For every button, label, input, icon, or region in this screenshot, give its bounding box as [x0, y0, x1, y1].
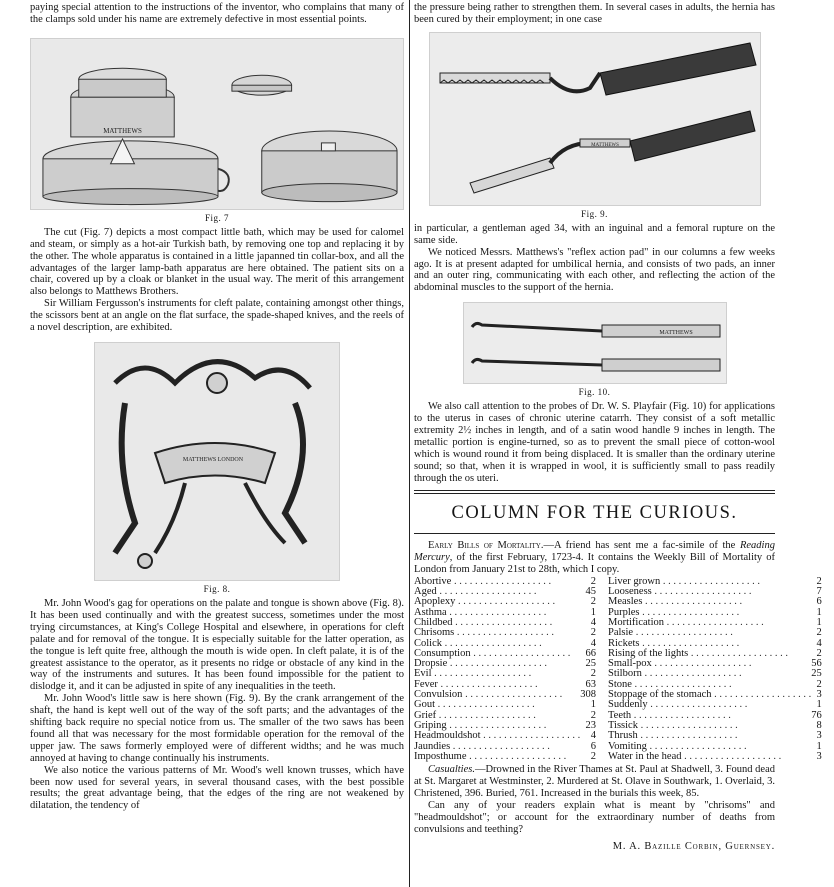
casualties-text: —Drowned in the River Thames at St. Paul at Shadwell, 3. Found dead at St. Margaret at Westminster, 2. Murdered at St. Olave in Southwark, 1. Overlaid, 3. Christened, 396. Buried, 761. Increased in the burials this week, 85. [414, 764, 775, 799]
mortality-cause: Convulsion . . . [414, 689, 562, 700]
mortality-count: 6 [816, 596, 822, 608]
mortality-cause: Consumption . . . [414, 648, 570, 659]
mortality-count: 1 [816, 740, 822, 752]
mortality-cause-cell [608, 752, 811, 762]
mortality-cause: Gout . . . [414, 699, 535, 710]
mortality-count: 25 [811, 668, 822, 680]
mortality-cause: Teeth . . . [608, 710, 731, 721]
mortality-count: 2 [590, 709, 596, 721]
mortality-cause: Stone . . . [608, 679, 732, 690]
mortality-cause: Childbed . . . [414, 617, 552, 628]
curious-title: COLUMN FOR THE CURIOUS. [451, 503, 738, 524]
mortality-cause: Tissick . . . [608, 720, 738, 731]
mortality-count: 3 [816, 689, 822, 701]
mortality-count: 1 [816, 699, 822, 711]
mortality-count: 3 [816, 750, 822, 762]
figure-10-probes [463, 302, 727, 384]
mortality-cause: Suddenly . . . [608, 699, 747, 710]
reading-mercury: Reading Mercury [414, 540, 775, 563]
mortality-count: 76 [811, 709, 822, 721]
mortality-cause: Mortification . . . [608, 617, 764, 628]
mortality-cause: Grief . . . [414, 710, 536, 721]
mortality-cause: Looseness . . . [608, 586, 752, 597]
mortality-count: 7 [816, 586, 822, 598]
mortality-count: 2 [590, 575, 596, 587]
mortality-row [414, 752, 834, 762]
signature: M. A. Bazille Corbin, Guernsey. [612, 840, 775, 852]
mortality-cause: Water in the head . . . [608, 751, 781, 762]
mortality-cause: Griping . . . [414, 720, 546, 731]
mortality-count: 2 [590, 750, 596, 762]
mortality-cause: Jaundies . . . [414, 741, 550, 752]
fig10-caption: Fig. 10. [578, 387, 611, 398]
fig8-stamp-text: MATTHEWS LONDON [182, 456, 244, 463]
mortality-count: 6 [590, 740, 596, 752]
probe-illustration [464, 303, 726, 383]
mortality-count: 2 [590, 668, 596, 680]
mortality-count: 4 [816, 637, 822, 649]
figure-7-bath [30, 38, 404, 210]
mortality-table [414, 577, 834, 762]
continuation-paragraph: the pressure being rather to strengthen them. In several cases in adults, the hernia has been cured by their employment; in one case [414, 2, 775, 25]
bath-paragraph: The cut (Fig. 7) depicts a most compact little bath, which may be used for calomel and steam, or simply as a hot-air Turkish bath, by removing one top and replacing it by the other. The whole apparatus is contained in a little japanned tin collar-box, and all the advantages of the larger lamp-bath apparatus are here obtained. The patient sits on a chair, covered up by a cloak or blanket in the usual way. The merit of this arrangement also belongs to Matthews Brothers. [30, 226, 404, 298]
mortality-cause: Small-pox . . . [608, 658, 752, 669]
mortality-count: 2 [816, 678, 822, 690]
figure-9-saws [429, 32, 761, 206]
gentleman-paragraph: in particular, a gentleman aged 34, with an inguinal and a femoral rupture on the same side. [414, 222, 775, 246]
mortality-cause: Liver grown . . . [608, 576, 760, 587]
bills-intro-a: —A friend has sent me a fac-simile of the [543, 540, 740, 552]
mortality-cause: Imposthume . . . [414, 751, 566, 762]
mortality-cause: Colick . . . [414, 638, 542, 649]
figure-8-gag [94, 342, 340, 581]
mortality-cause: Thrush . . . [608, 730, 738, 741]
mortality-count: 2 [816, 647, 822, 659]
casualties-label: Casualties. [428, 764, 475, 776]
section-rule-bottom [414, 533, 775, 534]
mortality-count: 25 [585, 658, 596, 670]
mortality-count: 4 [590, 617, 596, 628]
playfair-paragraph: We also call attention to the probes of Dr. W. S. Playfair (Fig. 10) for applications to the uterus in cases of chronic uterine catarrh. They consist of a soft metallic extremity 2½ inches in length, and of a satin wood handle 9 inches in length. The metallic portion is engine-turned, so as to prevent the small piece of cotton-wool which is wound round it from being displaced. It is smaller than the ordinary uterine sound; so that, when it is wrapped in wool, it is sufficiently small to pass readily through the os uteri. [414, 401, 775, 484]
mortality-count: 56 [811, 658, 822, 670]
fergusson-paragraph: Sir William Fergusson's instruments for cleft palate, containing amongst other things, the scissors bent at an angle on the flat surface, the spade-shaped knives, and the reels of a novel description, are exhibited. [30, 298, 404, 334]
fig7-caption: Fig. 7 [204, 212, 229, 223]
mortality-count: 66 [585, 647, 596, 659]
mortality-cause: Vomiting . . . [608, 741, 747, 752]
fig9-caption: Fig. 9. [581, 208, 608, 219]
gag-illustration [95, 343, 339, 580]
reflex-pad-paragraph: We noticed Messrs. Matthews's "reflex action pad" in our columns a few weeks ago. It is at present adapted for umbilical hernia, and consists of two pads, an inner and an outer ring, communicating with each other, and reflecting the action of the abdominal muscles to the support of the hernia. [414, 246, 775, 294]
mortality-count: 1 [590, 699, 596, 711]
mortality-count: 45 [585, 586, 596, 598]
intro-paragraph: paying special attention to the instructions of the inventor, who complains that many of the clamps sold under his name are extremely defective in most essential points. [30, 2, 404, 25]
mortality-cause: Asthma . . . [414, 607, 546, 618]
left-column [30, 0, 404, 812]
mortality-cause: Fever . . . [414, 679, 538, 690]
section-rule-top-thin [414, 493, 775, 494]
mortality-cause: Measles . . . [608, 596, 742, 607]
question-paragraph: Can any of your readers explain what is meant by "chrisoms" and "headmouldshot"; or account for the extraordinary number of deaths from convulsions and teething? [414, 799, 775, 835]
mortality-cause-cell [414, 752, 580, 762]
mortality-count: 4 [590, 730, 596, 742]
mortality-cause: Evil . . . [414, 668, 531, 679]
fig8-caption: Fig. 8. [203, 583, 231, 594]
mortality-count: 3 [816, 730, 822, 742]
trusses-paragraph: We also notice the various patterns of Mr. Wood's well known trusses, which have been now used for several years, in several thousand cases, with the best possible results; the great advantage being, that the edges of the ring are not weakened by dilatation, the tendency of [30, 764, 404, 812]
section-rule-top [414, 490, 775, 492]
mortality-count: 63 [585, 678, 596, 690]
mortality-cause: Stoppage of the stomach . . . [608, 689, 811, 700]
right-column [414, 0, 822, 852]
bills-intro [414, 540, 775, 576]
mortality-count: 8 [816, 719, 822, 731]
mortality-count: 1 [816, 606, 822, 618]
mortality-cause: Abortive . . . [414, 576, 551, 587]
mortality-count: 4 [590, 637, 596, 649]
mortality-cause: Stilborn . . . [608, 668, 742, 679]
mortality-count: 2 [816, 575, 822, 587]
mortality-cause: Aged . . . [414, 586, 537, 597]
gag-paragraph: Mr. John Wood's gag for operations on the palate and tongue is shown above (Fig. 8). It has been used continually and with the greatest success, sometimes under the most trying circumstances, at King's College Hospital and elsewhere, in operations for cleft palate and for removal of the tongue. It is especially suitable for the latter operation, as the tongue is left quite free, although the mouth is wide open. In cleft palate, it is of the greatest assistance to the operator, as it presents no ridge or obstacle of any kind in the way of the instruments and sutures. It has been found impossible for the patient to dislodge it, and it can be adjusted in spite of any inequalities in the teeth. [30, 597, 404, 693]
saw-paragraph: Mr. John Wood's little saw is here shown (Fig. 9). By the crank arrangement of the shaft, the hand is kept well out of the way of the soft parts; and the advantages of the shifting back require no special notice from us. The smaller of the two saws has been found all that was necessary for the most formidable operation for the removal of the upper jaw. The saws formerly employed were of different widths; and he was much annoyed at having to change continually his instruments. [30, 693, 404, 764]
bills-heading: Early Bills of Mortality. [428, 540, 544, 552]
mortality-cause: Apoplexy . . . [414, 596, 555, 607]
mortality-count: 308 [580, 689, 596, 701]
bills-intro-b: , of the first February, 1723-4. It contains the Weekly Bill of Mortality of London from January 21st to 28th, which I copy. [414, 552, 775, 575]
mortality-cause: Headmouldshot . . . [414, 730, 580, 741]
mortality-cause: Chrisoms . . . [414, 627, 554, 638]
fig9-stamp-text: MATTHEWS [590, 142, 619, 148]
mortality-count: 1 [590, 606, 596, 618]
fig10-stamp-text: MATTHEWS [658, 330, 693, 337]
saw-illustration [430, 33, 760, 205]
mortality-cause: Dropsie . . . [414, 658, 547, 669]
mortality-count: 2 [590, 596, 596, 608]
mortality-count: 2 [816, 627, 822, 639]
mortality-cause: Purples . . . [608, 607, 739, 618]
mortality-count: 1 [816, 617, 822, 628]
column-divider [409, 0, 410, 887]
casualties-paragraph [414, 764, 775, 800]
mortality-count: 23 [585, 719, 596, 731]
mortality-cause: Rising of the lights . . . [608, 648, 788, 659]
mortality-count: 2 [590, 627, 596, 639]
bath-illustration [31, 39, 403, 209]
fig7-stamp-text: MATTHEWS [103, 126, 142, 135]
mortality-cause: Palsie . . . [608, 627, 733, 638]
mortality-cause: Rickets . . . [608, 638, 739, 649]
